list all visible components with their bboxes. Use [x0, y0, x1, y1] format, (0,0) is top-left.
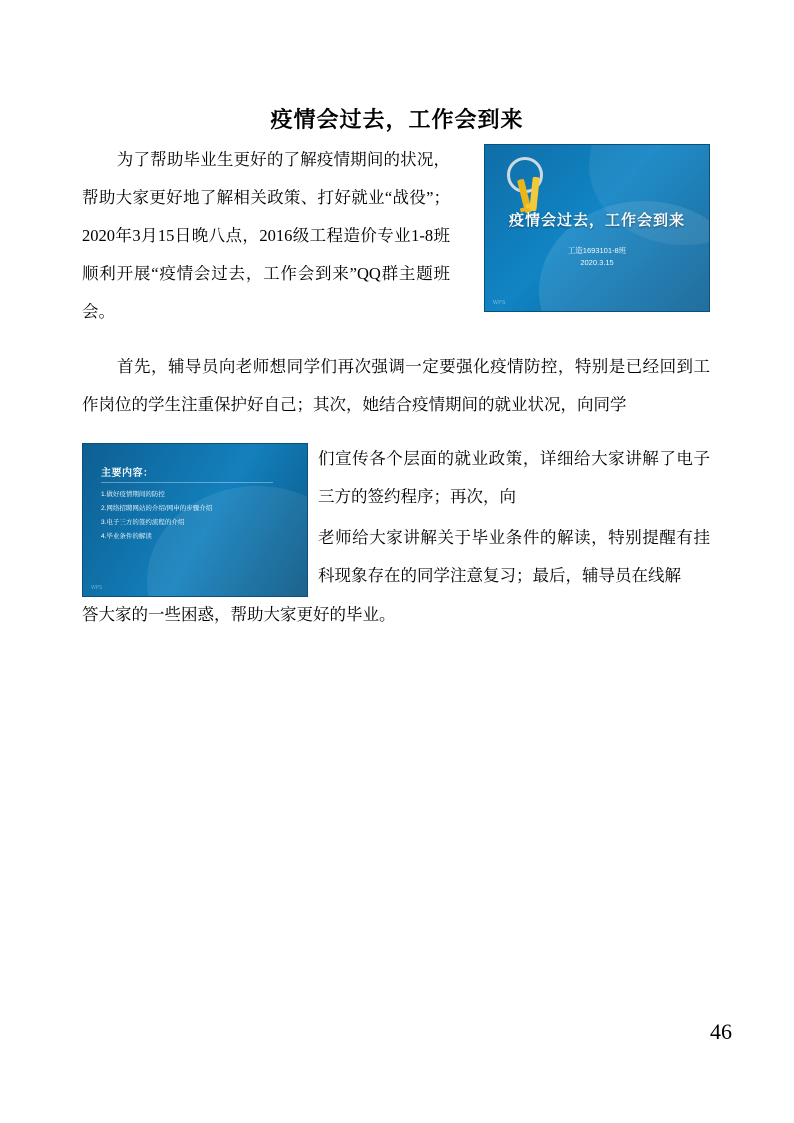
list-item: 3.电子三方的签约流程的介绍: [101, 519, 185, 526]
paragraph-4-text: 老师给大家讲解关于毕业条件的解读，特别提醒有挂科现象存在的同学注意复习；最后，辅导员在线解: [318, 528, 710, 585]
slide-image-contents: [82, 443, 308, 597]
page-title: 疫情会过去，工作会到来: [270, 106, 524, 132]
slide2-heading: 主要内容：: [101, 468, 154, 479]
slide-image-title: [484, 144, 710, 312]
paragraph-2-text: 首先，辅导员向老师想同学们再次强调一定要强化疫情防控，特别是已经回到工作岗位的学生注重保护好自己；其次，她结合疫情期间的就业状况，向同学: [82, 357, 710, 414]
slide-subtitle: [485, 245, 709, 269]
slide2-item-list: [101, 488, 212, 544]
slide2-watermark: WPS: [91, 585, 103, 591]
slide-subtitle-line-1: 工造1693101-8班: [567, 246, 627, 255]
paragraph-5-text: 答大家的一些困惑，帮助大家更好的毕业。: [82, 605, 396, 624]
paragraph-2: [82, 348, 710, 424]
paragraph-1-text: 为了帮助毕业生更好的了解疫情期间的状况，帮助大家更好地了解相关政策、打好就业“战役”；2020年3月15日晚八点，2016级工程造价专业1-8班顺利开展“疫情会过去，工作会到来”QQ群主题班会。: [82, 150, 450, 321]
paragraph-5: [82, 596, 710, 634]
paragraph-3-text: 们宣传各个层面的就业政策，详细给大家讲解了电子三方的签约程序；再次，向: [318, 449, 710, 506]
list-item: 2.网络招聘网站的介绍/网申的步骤介绍: [101, 505, 213, 512]
slide-heading: 疫情会过去，工作会到来: [508, 212, 685, 229]
slide2-divider: [101, 482, 273, 483]
slide-subtitle-line-2: 2020.3.15: [580, 258, 614, 267]
page-number: 46: [710, 1019, 732, 1044]
keys-icon: [501, 153, 563, 215]
paragraph-4: [318, 519, 710, 595]
list-item: 1.做好疫情期间的防控: [101, 491, 165, 498]
paragraph-1: [82, 141, 450, 331]
slide-watermark: WPS: [493, 300, 506, 306]
paragraph-3: [318, 440, 710, 516]
list-item: 4.毕业条件的解读: [101, 533, 152, 540]
